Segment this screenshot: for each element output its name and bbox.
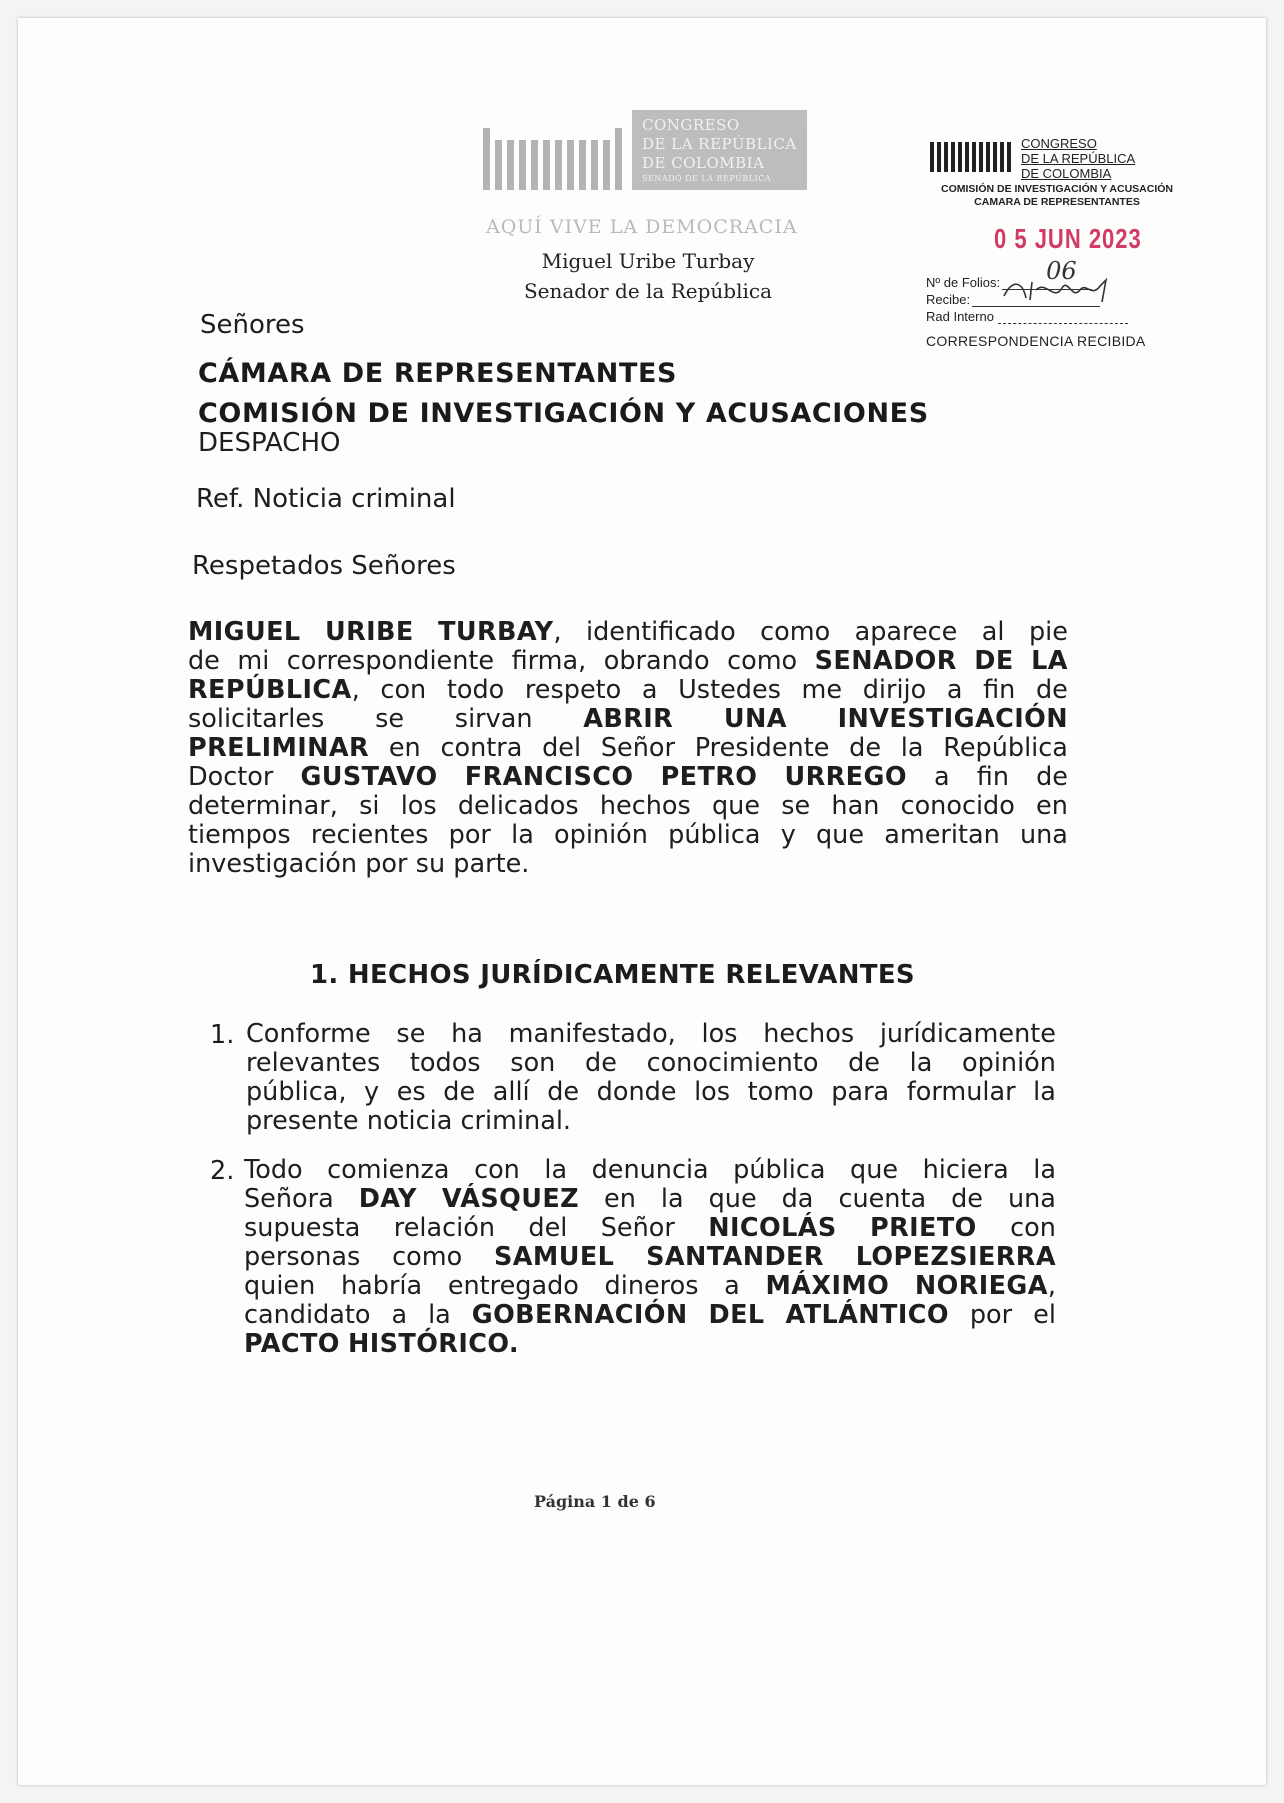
- word: se: [781, 791, 811, 821]
- word: el: [1033, 1300, 1056, 1330]
- logo-subtitle: SENADO DE LA REPÚBLICA: [642, 174, 772, 183]
- word: en: [604, 1184, 636, 1214]
- section-heading: 1. HECHOS JURÍDICAMENTE RELEVANTES: [310, 960, 915, 990]
- word: de: [547, 1077, 580, 1107]
- word: recientes: [310, 820, 429, 850]
- word: Señora: [244, 1184, 334, 1214]
- word: que: [708, 1184, 757, 1214]
- stamp-footer: CORRESPONDENCIA RECIBIDA: [926, 333, 1146, 349]
- word: la: [544, 1155, 568, 1185]
- congress-logo: [483, 110, 807, 190]
- word: del: [528, 1213, 568, 1243]
- addressee-line1: CÁMARA DE REPRESENTANTES: [198, 358, 678, 389]
- word: criminal.: [460, 1106, 572, 1136]
- word: al: [981, 617, 1005, 647]
- word: Todo: [244, 1155, 303, 1185]
- word: Conforme: [246, 1019, 371, 1049]
- word: entregado: [447, 1271, 579, 1301]
- text-line: [244, 1243, 1056, 1272]
- text-line: [188, 821, 1068, 850]
- word: para: [831, 1077, 890, 1107]
- text-line: [246, 1078, 1056, 1107]
- word: relación: [393, 1213, 495, 1243]
- stamp-org-line: CONGRESO: [1021, 136, 1097, 151]
- word: Señor: [600, 1213, 675, 1243]
- text-line: [188, 705, 1068, 734]
- word: y: [780, 820, 796, 850]
- word: identificado: [585, 617, 736, 647]
- word: da: [781, 1184, 814, 1214]
- capitol-columns-icon: [483, 128, 622, 190]
- word: de: [188, 646, 220, 676]
- signature-scribble-icon: [1002, 276, 1122, 306]
- word: que: [816, 820, 865, 850]
- word: me: [801, 675, 843, 705]
- word: investigación: [188, 849, 358, 879]
- word: es: [396, 1077, 426, 1107]
- word: que: [711, 791, 761, 821]
- word: LOPEZSIERRA: [855, 1242, 1056, 1272]
- word: su: [415, 849, 446, 879]
- word: la: [1033, 1077, 1056, 1107]
- word: DAY: [358, 1184, 417, 1214]
- word: del: [542, 733, 582, 763]
- text-line: [188, 792, 1068, 821]
- word: determinar,: [188, 791, 338, 821]
- word: por: [448, 820, 491, 850]
- word: candidato: [244, 1300, 371, 1330]
- word: a: [946, 675, 963, 705]
- word: habría: [340, 1271, 423, 1301]
- word: HISTÓRICO.: [348, 1329, 519, 1359]
- motto: AQUÍ VIVE LA DEMOCRACIA: [486, 216, 798, 238]
- stamp-folios-value: 06: [1046, 257, 1077, 285]
- word: pie: [1028, 617, 1068, 647]
- stamp-recibe-label: Recibe:: [926, 292, 971, 307]
- word: conocimiento: [646, 1048, 819, 1078]
- word: todos: [409, 1048, 481, 1078]
- word: sirvan: [454, 704, 533, 734]
- word: contra: [440, 733, 523, 763]
- text-line: [188, 763, 1068, 792]
- word: noticia: [366, 1106, 453, 1136]
- word: opinión: [962, 1048, 1056, 1078]
- text-line: [188, 618, 1068, 647]
- word: respeto: [524, 675, 622, 705]
- word: tomo: [747, 1077, 814, 1107]
- word: a: [934, 762, 950, 792]
- addressee-line2: COMISIÓN DE INVESTIGACIÓN Y ACUSACIONES: [198, 398, 929, 429]
- word: Señor: [600, 733, 675, 763]
- word: solicitarles: [188, 704, 325, 734]
- word: SANTANDER: [646, 1242, 824, 1272]
- word: la: [900, 733, 924, 763]
- word: obrando: [603, 646, 710, 676]
- text-line: [188, 647, 1068, 676]
- word: pública,: [246, 1077, 347, 1107]
- stamp-chamber: CAMARA DE REPRESENTANTES: [974, 196, 1140, 208]
- word: URIBE: [325, 617, 414, 647]
- word: GOBERNACIÓN: [471, 1300, 688, 1330]
- logo-text-box: [632, 110, 807, 190]
- word: MIGUEL: [188, 617, 301, 647]
- text-line: [244, 1330, 1056, 1359]
- word: se: [375, 704, 405, 734]
- word: PRELIMINAR: [188, 733, 370, 763]
- word: de: [443, 1077, 476, 1107]
- word: República: [943, 733, 1068, 763]
- reception-stamp: [926, 136, 1188, 349]
- text-line: [188, 676, 1068, 705]
- word: de: [848, 1048, 880, 1078]
- text-line: [244, 1156, 1056, 1185]
- word: de: [951, 1184, 983, 1214]
- word: a: [724, 1271, 740, 1301]
- word: Doctor: [188, 762, 274, 792]
- word: se: [396, 1019, 426, 1049]
- word: pública: [668, 820, 761, 850]
- page-number: Página 1 de 6: [534, 1492, 656, 1511]
- word: NORIEGA,: [914, 1271, 1056, 1301]
- word: la: [660, 1184, 684, 1214]
- word: son: [510, 1048, 556, 1078]
- word: donde: [596, 1077, 677, 1107]
- word: correspondiente: [286, 646, 495, 676]
- word: en: [1036, 791, 1068, 821]
- word: formular: [906, 1077, 1016, 1107]
- logo-line: DE LA REPÚBLICA: [642, 135, 797, 153]
- word: como: [727, 646, 798, 676]
- word: personas: [244, 1242, 361, 1272]
- text-line: [246, 1020, 1056, 1049]
- word: mi: [237, 646, 270, 676]
- word: dirijo: [862, 675, 927, 705]
- word: delicados: [457, 791, 579, 821]
- word: PETRO: [660, 762, 758, 792]
- addressee-greeting: Señores: [200, 310, 305, 340]
- word: aparece: [854, 617, 958, 647]
- word: todo: [446, 675, 505, 705]
- word: fin: [983, 675, 1016, 705]
- word: FRANCISCO: [464, 762, 634, 792]
- word: DEL: [708, 1300, 765, 1330]
- word: firma,: [511, 646, 587, 676]
- list-item-number: 2.: [210, 1156, 235, 1186]
- word: la: [428, 1300, 451, 1330]
- stamp-org-line: DE COLOMBIA: [1021, 166, 1112, 181]
- word: UNA: [723, 704, 787, 734]
- word: Presidente: [694, 733, 830, 763]
- word: conocido: [900, 791, 1015, 821]
- word: INVESTIGACIÓN: [837, 704, 1068, 734]
- word: una: [1007, 1184, 1056, 1214]
- word: PACTO: [244, 1329, 340, 1359]
- text-line: [244, 1272, 1056, 1301]
- word: NICOLÁS: [708, 1213, 837, 1243]
- text-line: [244, 1301, 1056, 1330]
- word: fin: [976, 762, 1009, 792]
- word: en: [388, 733, 421, 763]
- word: REPÚBLICA,: [188, 675, 360, 705]
- sender-block: [518, 246, 778, 306]
- word: GUSTAVO: [300, 762, 438, 792]
- reference: Ref. Noticia criminal: [196, 484, 456, 514]
- sender-name: Miguel Uribe Turbay: [541, 249, 755, 273]
- word: una: [1019, 820, 1068, 850]
- word: que: [850, 1155, 899, 1185]
- word: jurídicamente: [879, 1019, 1056, 1049]
- word: hechos: [763, 1019, 855, 1049]
- word: los: [694, 1077, 731, 1107]
- word: SAMUEL: [494, 1242, 615, 1272]
- word: ABRIR: [583, 704, 674, 734]
- word: Ustedes: [678, 675, 781, 705]
- stamp-columns-icon: [930, 142, 1011, 172]
- stamp-rad-label: Rad Interno: [926, 309, 994, 324]
- word: quien: [244, 1271, 316, 1301]
- text-line: [246, 1107, 1056, 1136]
- text-line: [246, 1049, 1056, 1078]
- word: dineros: [604, 1271, 699, 1301]
- word: con: [474, 1155, 520, 1185]
- word: allí: [492, 1077, 530, 1107]
- text-line: [244, 1214, 1056, 1243]
- word: denuncia: [591, 1155, 709, 1185]
- word: como: [760, 617, 831, 647]
- word: los: [701, 1019, 738, 1049]
- word: cuenta: [838, 1184, 927, 1214]
- salutation: Respetados Señores: [192, 551, 456, 581]
- word: por: [365, 849, 408, 879]
- word: la: [511, 820, 534, 850]
- list-item: [244, 1156, 1056, 1359]
- word: y: [364, 1077, 380, 1107]
- word: de: [585, 1048, 617, 1078]
- word: VÁSQUEZ: [441, 1184, 580, 1214]
- stamp-recibe-field: [926, 292, 1188, 307]
- word: LA: [1031, 646, 1068, 676]
- word: ameritan: [884, 820, 1000, 850]
- word: MÁXIMO: [765, 1271, 890, 1301]
- word: supuesta: [244, 1213, 361, 1243]
- word: hiciera: [922, 1155, 1009, 1185]
- list-item-number: 1.: [210, 1020, 235, 1050]
- list-item: [246, 1020, 1056, 1136]
- sender-title: Senador de la República: [523, 279, 773, 303]
- word: han: [831, 791, 880, 821]
- addressee-line3: DESPACHO: [198, 428, 341, 458]
- word: a: [641, 675, 658, 705]
- word: de: [1036, 762, 1068, 792]
- word: los: [400, 791, 437, 821]
- word: a: [391, 1300, 408, 1330]
- word: si: [359, 791, 380, 821]
- intro-paragraph: [188, 618, 1068, 879]
- word: SENADOR: [814, 646, 957, 676]
- stamp-commission: COMISIÓN DE INVESTIGACIÓN Y ACUSACIÓN: [941, 183, 1173, 195]
- stamp-org: [1021, 136, 1135, 181]
- word: tiempos: [188, 820, 291, 850]
- word: DE: [974, 646, 1014, 676]
- logo-line: CONGRESO: [642, 116, 740, 134]
- word: PRIETO: [870, 1213, 977, 1243]
- logo-line: DE COLOMBIA: [642, 154, 765, 172]
- stamp-rad-field: [926, 309, 1188, 324]
- text-line: [188, 734, 1068, 763]
- word: parte.: [453, 849, 530, 879]
- word: opinión: [554, 820, 648, 850]
- text-line: [188, 850, 1068, 879]
- word: con: [380, 675, 427, 705]
- word: la: [1033, 1155, 1056, 1185]
- word: como: [392, 1242, 463, 1272]
- word: comienza: [327, 1155, 450, 1185]
- word: TURBAY,: [438, 617, 562, 647]
- word: por: [969, 1300, 1013, 1330]
- word: ha: [451, 1019, 483, 1049]
- stamp-folios-label: Nº de Folios:: [926, 275, 1001, 290]
- word: con: [1010, 1213, 1056, 1243]
- word: de: [849, 733, 882, 763]
- word: la: [909, 1048, 933, 1078]
- document-page: [18, 18, 1266, 1785]
- word: manifestado,: [508, 1019, 676, 1049]
- word: pública: [733, 1155, 826, 1185]
- word: hechos: [599, 791, 691, 821]
- word: ATLÁNTICO: [785, 1300, 949, 1330]
- word: URREGO: [784, 762, 907, 792]
- text-line: [244, 1185, 1056, 1214]
- word: relevantes: [246, 1048, 381, 1078]
- word: presente: [246, 1106, 359, 1136]
- stamp-date: 0 5 JUN 2023: [994, 223, 1142, 255]
- word: de: [1035, 675, 1068, 705]
- stamp-org-line: DE LA REPÚBLICA: [1021, 151, 1136, 166]
